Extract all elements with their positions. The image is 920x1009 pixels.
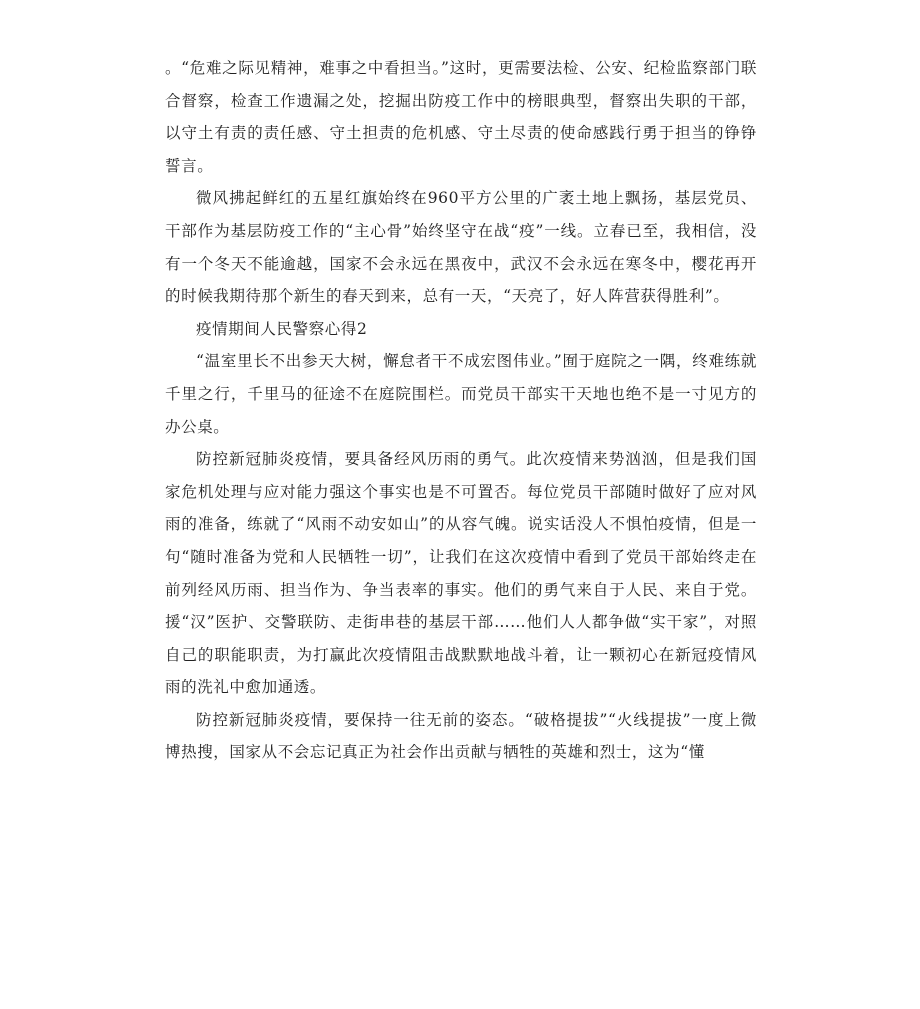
document-body	[165, 52, 757, 769]
paragraph: 防控新冠肺炎疫情，要保持一往无前的姿态。“破格提拔”“火线提拔”一度上微博热搜，国家从不会忘记真正为社会作出贡献与牺牲的英雄和烈士，这为“懂	[165, 710, 757, 762]
paragraph-continuation: 。“危难之际见精神，难事之中看担当。”这时，更需要法检、公安、纪检监察部门联合督察，检查工作遗漏之处，挖掘出防疫工作中的榜眼典型，督察出失职的干部，以守土有责的责任感、守土担责的危机感、守土尽责的使命感践行勇于担当的铮铮誓言。	[165, 59, 757, 175]
paragraph: 微风拂起鲜红的五星红旗始终在960平方公里的广袤土地上飘扬，基层党员、干部作为基层防疫工作的“主心骨”始终坚守在战“疫”一线。立春已至，我相信，没有一个冬天不能逾越，国家不会永远在黑夜中，武汉不会永远在寒冬中，樱花再开的时候我期待那个新生的春天到来，总有一天，“天亮了，好人阵营获得胜利”。	[165, 189, 757, 306]
paragraph: 防控新冠肺炎疫情，要具备经风历雨的勇气。此次疫情来势汹汹，但是我们国家危机处理与应对能力强这个事实也是不可置否。每位党员干部随时做好了应对风雨的准备，练就了“风雨不动安如山”的从容气魄。说实话没人不惧怕疫情，但是一句“随时准备为党和人民牺牲一切”，让我们在这次疫情中看到了党员干部始终走在前列经风历雨、担当作为、争当表率的事实。他们的勇气来自于人民、来自于党。援“汉”医护、交警联防、走街串巷的基层干部……他们人人都争做“实干家”，对照自己的职能职责，为打赢此次疫情阻击战默默地战斗着，让一颗初心在新冠疫情风雨的洗礼中愈加通透。	[165, 450, 757, 697]
paragraph: “温室里长不出参天大树，懈怠者干不成宏图伟业。”囿于庭院之一隅，终难练就千里之行，千里马的征途不在庭院围栏。而党员干部实干天地也绝不是一寸见方的办公桌。	[165, 352, 757, 436]
section-heading: 疫情期间人民警察心得2	[196, 319, 368, 338]
